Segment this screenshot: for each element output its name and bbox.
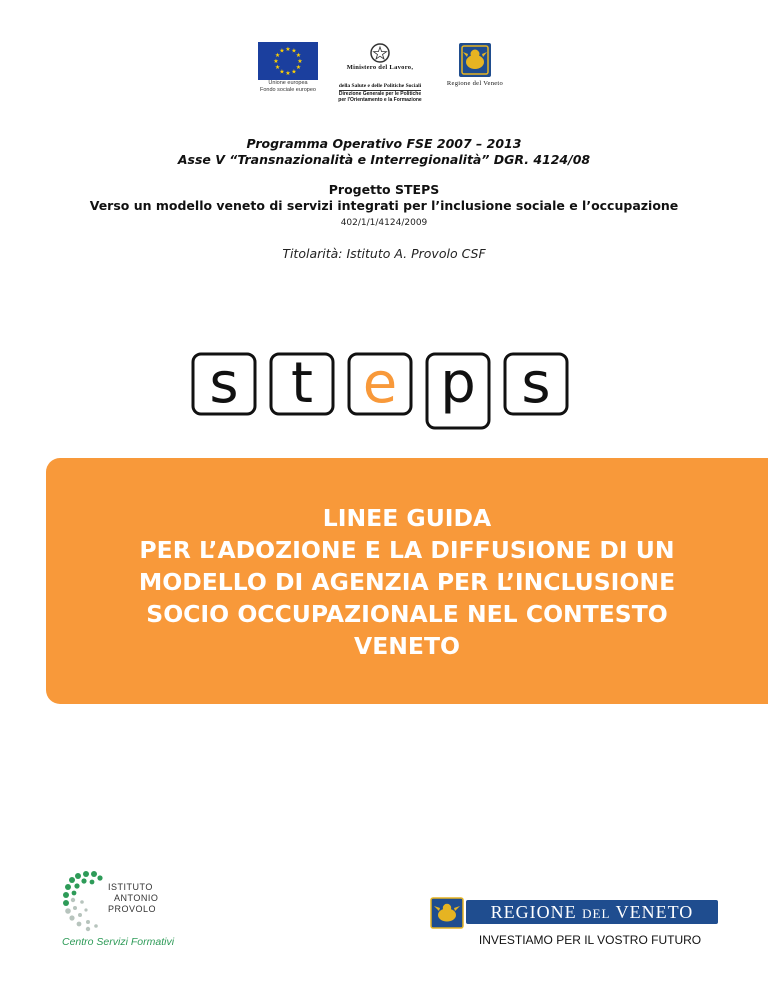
italian-emblem-icon — [368, 42, 392, 64]
program-title: Programma Operativo FSE 2007 – 2013 — [246, 136, 522, 151]
ministry-line3: Direzione Generale per le Politiche — [338, 91, 422, 97]
provolo-tagline: Centro Servizi Formativi — [62, 936, 175, 948]
ministry-logo — [330, 42, 430, 103]
provolo-name — [108, 882, 158, 915]
lion-of-saint-mark-icon — [430, 897, 464, 929]
project-code: 402/1/1/4124/2009 — [340, 218, 428, 228]
regione-veneto-word: VENETO — [615, 902, 694, 922]
project-subtitle: Verso un modello veneto di servizi integrati per l’inclusione sociale e l’occupazione — [89, 198, 679, 213]
ministry-line1: Ministero del Lavoro, — [346, 64, 414, 71]
svg-text:★: ★ — [274, 64, 281, 71]
provolo-name-line1: ISTITUTO — [108, 882, 153, 892]
svg-text:★: ★ — [295, 64, 302, 71]
provolo-dots-icon — [62, 870, 110, 932]
steps-letter-p: p — [440, 351, 476, 416]
svg-text:★: ★ — [279, 47, 285, 55]
ministry-line4: per l'Orientamento e la Formazione — [338, 97, 422, 103]
svg-text:★: ★ — [291, 68, 297, 76]
main-title-line: VENETO — [354, 632, 460, 660]
svg-text:★: ★ — [273, 58, 279, 65]
provolo-logo — [62, 870, 212, 950]
steps-letter-e: e — [362, 351, 398, 416]
ministry-line2: della Salute e delle Politiche Sociali — [338, 83, 422, 89]
svg-text:★: ★ — [285, 70, 291, 77]
svg-text:★: ★ — [291, 47, 297, 55]
svg-text:★: ★ — [297, 58, 303, 65]
eu-flag-icon — [258, 42, 318, 80]
regione-banner — [466, 900, 718, 924]
heading-block — [0, 136, 768, 261]
provolo-name-line3: PROVOLO — [108, 904, 157, 914]
eu-caption-2: Fondo sociale europeo — [260, 87, 316, 93]
program-axis: Asse V “Transnazionalità e Interregionalità” DGR. 4124/08 — [177, 152, 591, 167]
steps-letter-s: s — [521, 351, 551, 416]
main-title-line: PER L’ADOZIONE E LA DIFFUSIONE DI UN — [139, 536, 675, 564]
regione-del-word: DEL — [582, 906, 611, 921]
project-title: Progetto STEPS — [328, 182, 440, 197]
regione-banner-text — [466, 900, 718, 926]
main-title — [46, 502, 768, 662]
eu-logo — [258, 42, 318, 98]
main-title-line: LINEE GUIDA — [322, 504, 492, 532]
svg-text:★: ★ — [285, 46, 291, 53]
regione-word: REGIONE — [490, 902, 577, 922]
steps-letter-s: s — [209, 351, 239, 416]
title-box — [46, 458, 768, 704]
svg-text:★: ★ — [274, 52, 281, 59]
ownership-line: Titolarità: Istituto A. Provolo CSF — [282, 246, 486, 261]
main-title-line: MODELLO DI AGENZIA PER L’INCLUSIONE — [138, 568, 676, 596]
svg-text:★: ★ — [279, 68, 285, 76]
eu-caption-1: Unione europea — [268, 80, 308, 86]
steps-logo — [190, 346, 575, 430]
veneto-small-caption: Regione del Veneto — [446, 80, 504, 87]
steps-letter-t: t — [291, 351, 313, 416]
lion-of-saint-mark-icon — [458, 42, 492, 78]
regione-slogan: INVESTIAMO PER IL VOSTRO FUTURO — [478, 933, 702, 947]
main-title-line: SOCIO OCCUPAZIONALE NEL CONTESTO — [146, 600, 668, 628]
veneto-small-logo — [440, 42, 510, 98]
svg-text:★: ★ — [295, 52, 302, 59]
provolo-name-line2: ANTONIO — [114, 893, 159, 903]
regione-veneto-logo — [430, 897, 720, 957]
